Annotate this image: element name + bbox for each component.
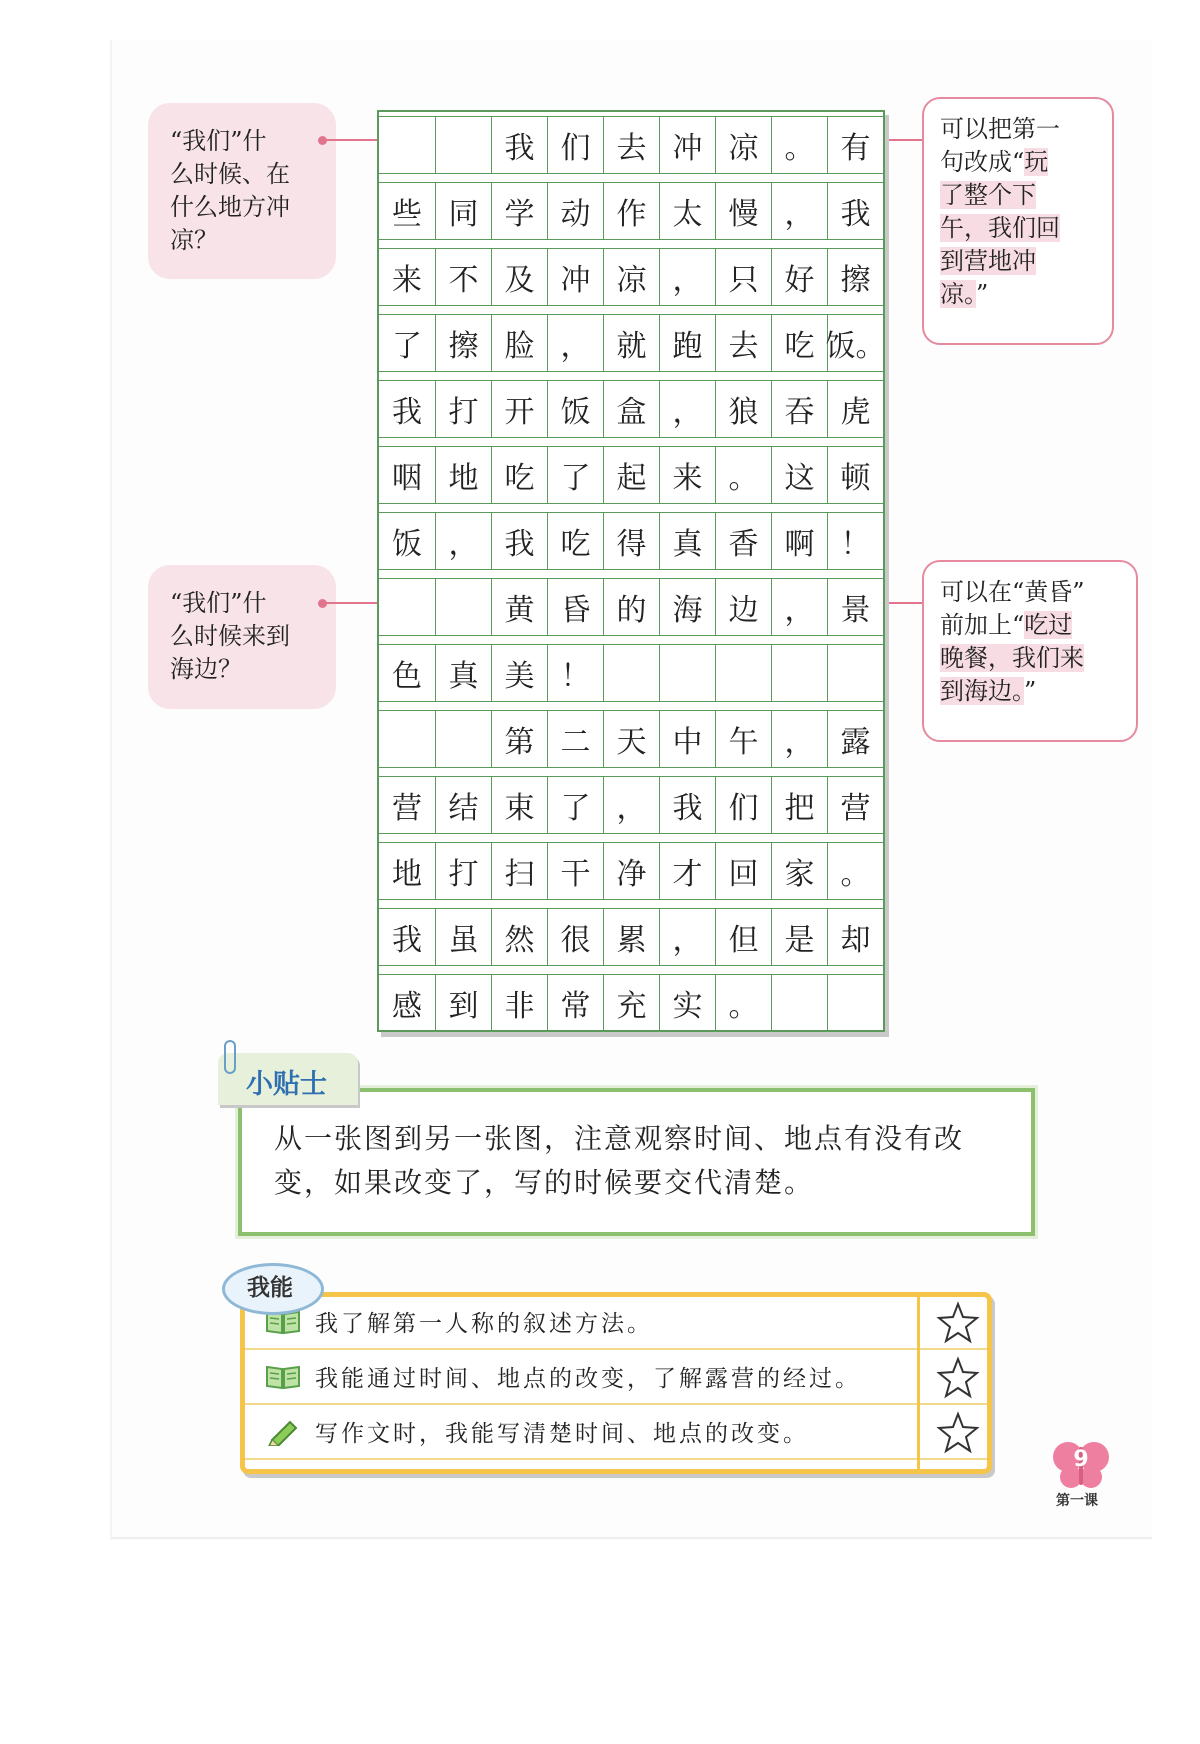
grid-cell [435,711,491,767]
grid-cell [715,645,771,701]
ican-item-text: 我能通过时间、地点的改变，了解露营的经过。 [315,1366,861,1392]
grid-cell: ， [771,183,827,239]
grid-cell: 吃 [491,447,547,503]
grid-cell: 了 [392,329,422,364]
note-line [940,609,1124,642]
note-text: 前加上“ [940,611,1025,639]
grid-cell: 些 [392,197,422,232]
grid-cell: 们 [547,117,603,173]
note-line: 么时候来到 [170,622,290,650]
grid-cell: 常 [547,975,603,1031]
grid-cell: 午 [715,711,771,767]
grid-cell [827,645,883,701]
note-line [940,278,1100,311]
page-edge [110,40,112,1540]
grid-cell: 学 [491,183,547,239]
grid-cell: 吞 [771,381,827,437]
grid-cell: 营 [827,777,883,833]
grid-cell: 饭 [547,381,603,437]
note-highlight: 到海边。 [940,677,1024,705]
grid-cell [379,711,435,767]
ican-item [245,1297,987,1350]
note-highlight: 了整个下 [940,181,1036,209]
grid-cell: 二 [547,711,603,767]
grid-row [379,974,883,1032]
note-line: 海边？ [170,655,242,683]
note-line: 可以在“黄昏” [940,578,1085,606]
grid-cell: 感 [392,989,422,1024]
grid-cell: 打 [435,381,491,437]
star-icon[interactable] [935,1355,981,1401]
grid-cell [771,975,827,1031]
grid-cell: ， [603,777,659,833]
grid-cell: 咽 [392,461,422,496]
grid-cell: 慢 [715,183,771,239]
grid-cell: 束 [491,777,547,833]
page-edge-bottom [112,1537,1152,1539]
note-right-2 [922,560,1138,742]
grid-cell: 只 [715,249,771,305]
grid-cell: 了 [547,777,603,833]
grid-cell: 香 [715,513,771,569]
grid-cell: 扫 [491,843,547,899]
grid-cell: 但 [715,909,771,965]
grid-cell: 美 [491,645,547,701]
note-line [940,179,1100,212]
grid-cell: ， [771,579,827,635]
grid-cell: 擦 [435,315,491,371]
grid-cell: 然 [491,909,547,965]
grid-row [379,116,883,174]
grid-cell: 开 [491,381,547,437]
grid-cell: 中 [659,711,715,767]
grid-cell: 我 [392,923,422,958]
grid-cell: 真 [435,645,491,701]
grid-cell: 去 [603,117,659,173]
ican-item [245,1407,987,1460]
grid-cell: 吃 [547,513,603,569]
note-line: 么时候、在 [170,160,290,188]
grid-cell: 饭。 [827,315,883,371]
grid-cell: 我 [392,395,422,430]
grid-row [379,446,883,504]
grid-cell: 饭 [392,527,422,562]
grid-cell: 狼 [715,381,771,437]
ican-item-text: 写作文时，我能写清楚时间、地点的改变。 [315,1421,809,1447]
grid-cell: 吃 [771,315,827,371]
grid-cell: 去 [715,315,771,371]
paperclip-icon [224,1040,236,1074]
grid-cell: ， [659,381,715,437]
grid-cell: 露 [827,711,883,767]
grid-cell [827,975,883,1031]
grid-cell: ， [659,249,715,305]
grid-cell: 我 [491,117,547,173]
grid-cell: 非 [491,975,547,1031]
grid-cell: ， [771,711,827,767]
grid-cell: 脸 [491,315,547,371]
grid-cell: 海 [659,579,715,635]
grid-cell: 黄 [491,579,547,635]
manuscript-grid [377,110,885,1032]
grid-cell: ！ [827,513,883,569]
note-text: ” [1024,677,1037,705]
grid-cell: 这 [771,447,827,503]
grid-cell: 营 [392,791,422,826]
grid-cell: 虎 [827,381,883,437]
grid-cell: 擦 [827,249,883,305]
grid-cell: 我 [491,513,547,569]
grid-cell: 家 [771,843,827,899]
grid-cell: 才 [659,843,715,899]
grid-cell: 到 [435,975,491,1031]
grid-row [379,644,883,702]
note-highlight: 午，我们回 [940,214,1060,242]
lesson-label: 第一课 [1056,1493,1098,1509]
grid-row [379,380,883,438]
page-number: 9 [1073,1447,1089,1472]
note-line [940,245,1100,278]
grid-cell: ， [435,513,491,569]
grid-cell: 地 [392,857,422,892]
grid-cell: ， [659,909,715,965]
pencil-icon [264,1418,302,1446]
note-line: 什么地方冲 [170,193,290,221]
grid-cell: 实 [659,975,715,1031]
note-line [940,212,1100,245]
note-highlight: 吃过 [1024,611,1073,639]
grid-cell: 来 [392,263,422,298]
note-highlight: 玩 [1024,148,1049,176]
note-line: 凉？ [170,226,218,254]
grid-cell: 充 [603,975,659,1031]
ican-item [245,1352,987,1405]
grid-cell: 好 [771,249,827,305]
grid-cell: 很 [547,909,603,965]
grid-cell: 净 [603,843,659,899]
note-right-1 [922,97,1114,345]
grid-cell [659,645,715,701]
grid-row [379,314,886,372]
grid-cell: 却 [827,909,883,965]
note-line [940,146,1100,179]
grid-cell: 边 [715,579,771,635]
note-text: ” [976,280,989,308]
grid-cell: 昏 [547,579,603,635]
note-text: 句改成“ [940,148,1025,176]
ican-checklist [240,1292,992,1474]
grid-row [379,842,883,900]
grid-cell: 把 [771,777,827,833]
note-highlight: 到营地冲 [940,247,1036,275]
star-icon[interactable] [935,1410,981,1456]
grid-cell: 。 [771,117,827,173]
grid-cell: 是 [771,909,827,965]
grid-cell: 冲 [547,249,603,305]
grid-cell: 们 [715,777,771,833]
grid-cell: 了 [547,447,603,503]
grid-cell: 动 [547,183,603,239]
grid-cell [603,645,659,701]
grid-row [379,776,883,834]
note-line [940,675,1124,708]
grid-row [379,512,883,570]
grid-cell: 结 [435,777,491,833]
grid-cell: 第 [491,711,547,767]
grid-row [379,182,883,240]
grid-cell: ， [547,315,603,371]
grid-cell [379,117,435,173]
grid-cell: 真 [659,513,715,569]
grid-cell: 天 [603,711,659,767]
grid-cell: 起 [603,447,659,503]
grid-cell: 我 [659,777,715,833]
grid-cell: 回 [715,843,771,899]
ican-item-text: 我了解第一人称的叙述方法。 [315,1311,653,1337]
note-highlight: 晚餐，我们来 [940,644,1084,672]
grid-row [379,908,883,966]
grid-cell: 色 [392,659,422,694]
grid-cell: 太 [659,183,715,239]
star-icon[interactable] [935,1300,981,1346]
grid-cell: 打 [435,843,491,899]
tip-title: 小贴士 [246,1069,327,1100]
grid-cell: ！ [547,645,603,701]
grid-cell [379,579,435,635]
grid-cell: 冲 [659,117,715,173]
note-left-2 [148,565,336,709]
grid-cell: 跑 [659,315,715,371]
grid-cell: 。 [715,975,771,1031]
tip-text: 从一张图到另一张图，注意观察时间、地点有没有改变，如果改变了，写的时候要交代清楚。 [274,1122,965,1199]
grid-cell: 。 [827,843,883,899]
grid-cell: 我 [827,183,883,239]
grid-row [379,710,883,768]
grid-cell: 地 [435,447,491,503]
book-icon [264,1363,302,1391]
grid-cell [771,645,827,701]
grid-cell: 顿 [827,447,883,503]
grid-cell: 来 [659,447,715,503]
note-line [940,642,1124,675]
note-highlight: 凉。 [940,280,976,308]
grid-cell: 就 [603,315,659,371]
note-line: “我们”什 [170,127,267,155]
note-line: “我们”什 [170,589,267,617]
grid-cell: 累 [603,909,659,965]
note-line: 可以把第一 [940,115,1060,143]
grid-cell: 有 [827,117,883,173]
grid-cell: 啊 [771,513,827,569]
grid-cell: 。 [715,447,771,503]
note-left-1 [148,103,336,279]
grid-cell: 不 [435,249,491,305]
grid-cell [435,579,491,635]
grid-cell: 得 [603,513,659,569]
grid-cell: 同 [435,183,491,239]
grid-cell: 景 [827,579,883,635]
grid-cell: 的 [603,579,659,635]
grid-cell [435,117,491,173]
grid-cell: 盒 [603,381,659,437]
grid-cell: 凉 [603,249,659,305]
grid-row [379,248,883,306]
grid-cell: 作 [603,183,659,239]
grid-cell: 凉 [715,117,771,173]
grid-cell: 及 [491,249,547,305]
grid-cell: 干 [547,843,603,899]
grid-cell: 虽 [435,909,491,965]
ican-divider [917,1297,920,1469]
grid-row [379,578,883,636]
ican-title: 我能 [247,1275,293,1301]
